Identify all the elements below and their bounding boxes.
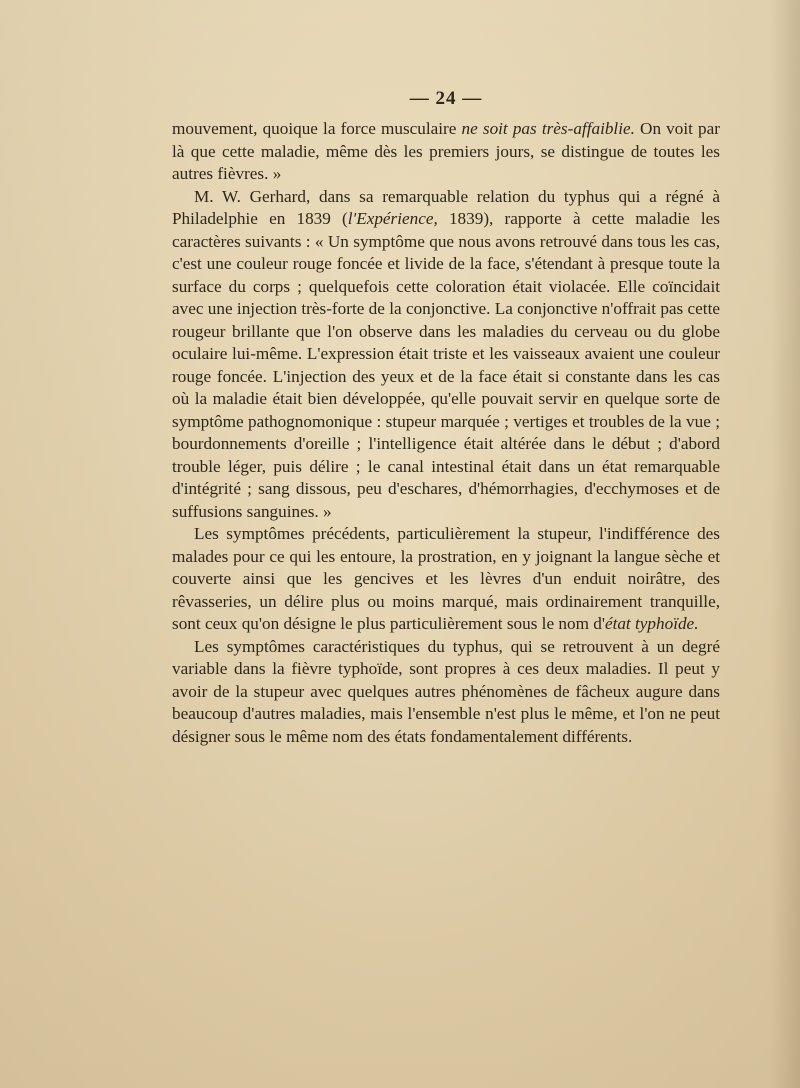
paragraph-3 [172,523,720,636]
paragraph-1 [172,118,720,186]
page-number: — 24 — [409,88,483,109]
page-edge-shadow [770,0,800,1088]
paragraph-1-text: mouvement, quoique la force musculaire [172,119,462,138]
paragraph-4-text: Les symptômes caractéristiques du typhus, qui se retrouvent à un degré variable dans la fièvre typhoïde, sont propres à ces deux maladies. Il peut y avoir de la stupeur avec quelques autres phénomènes de fâcheux augure dans beaucoup d'autres maladies, mais l'ensemble n'est plus le même, et l'on ne peut désigner sous le même nom des états fondamentalement différents. [172,636,720,746]
paragraph-2-italic: l'Expérience, [347,209,438,228]
paragraph-2-text: M. W. Gerhard, dans sa remarquable relation du typhus qui a régné à Philadelphie en 1839 ( [172,186,720,228]
paragraph-1-italic: ne soit pas très-affaiblie. [461,119,635,138]
paragraph-4 [172,636,720,749]
paragraph-3-italic: état typhoïde. [604,614,699,633]
paragraph-1-text-end: On voit par là que cette maladie, même dès les premiers jours, se distingue de toutes les autres fièvres. » [172,119,720,183]
paragraph-2 [172,186,720,524]
paragraph-3-text: Les symptômes précédents, particulièrement la stupeur, l'indifférence des malades pour ce qui les entoure, la prostration, en y joignant la langue sèche et couverte ainsi que les gencives et les lèvres d'un enduit noirâtre, des rêvasseries, un délire plus ou moins marqué, mais ordinairement tranquille, sont ceux qu'on désigne le plus particulièrement sous le nom d' [172,524,720,633]
paragraph-2-text-end: 1839), rapporte à cette maladie les caractères suivants : « Un symptôme que nous avons retrouvé dans tous les cas, c'est une couleur rouge foncée et livide de la face, s'étendant à presque toute la surface du corps ; quelquefois cette coloration était violacée. Elle coïncidait avec une injection très-forte de la conjonctive. La conjonctive n'offrait pas cette rougeur brillante que l'on observe dans les maladies du cerveau ou du globe oculaire lui-même. L'expression était triste et les vaisseaux avaient une couleur rouge foncée. L'injection des yeux et de la face était si constante dans les cas où la maladie était bien développée, qu'elle pouvait servir en quelque sorte de symptôme pathognomonique : stupeur marquée ; vertiges et troubles de la vue ; bourdonnements d'oreille ; l'intelligence était altérée dans le début ; d'abord trouble léger, puis délire ; le canal intestinal était dans un état remarquable d'intégrité ; sang dissous, peu d'eschares, d'hémorrhagies, d'ecchymoses et de suffusions sanguines. » [172,209,720,521]
text-block [172,86,720,748]
